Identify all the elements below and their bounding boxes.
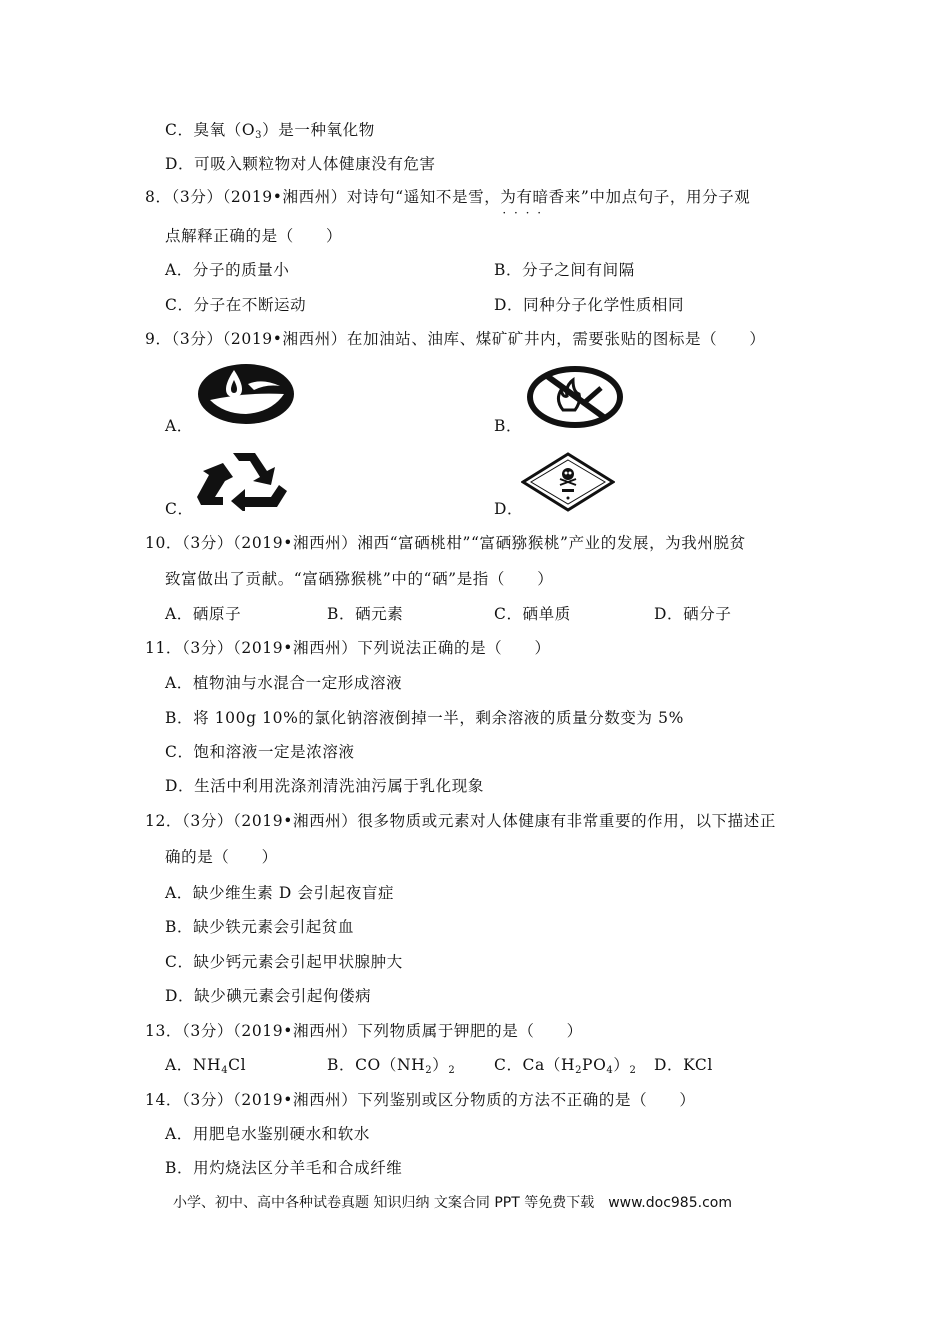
q11-stem: 11．（3分）（2019•湘西州）下列说法正确的是（ ） [145, 639, 551, 657]
q11-option-d: D．生活中利用洗涤剂清洗油污属于乳化现象 [165, 777, 484, 795]
q13-stem: 13．（3分）（2019•湘西州）下列物质属于钾肥的是（ ） [145, 1022, 583, 1040]
q8-option-d: D．同种分子化学性质相同 [494, 296, 685, 314]
q10-option-d: D．硒分子 [654, 605, 732, 623]
q9-option-a: A． [165, 417, 193, 435]
q7-option-c: C．臭氧（O3）是一种氧化物 [165, 121, 375, 141]
q12-stem-line1: 12．（3分）（2019•湘西州）很多物质或元素对人体健康有非常重要的作用，以下描述正 [145, 812, 776, 830]
q10-option-c: C．硒单质 [494, 605, 571, 623]
q11-option-a: A．植物油与水混合一定形成溶液 [165, 674, 403, 692]
q14-option-b: B．用灼烧法区分羊毛和合成纤维 [165, 1159, 403, 1177]
page-footer: 小学、初中、高中各种试卷真题 知识归纳 文案合同 PPT 等免费下载 www.doc985.com [173, 1195, 732, 1211]
q8-stem-line1: 8．（3分）（2019•湘西州）对诗句“遥知不是雪，为有暗香来 · · · ·”中加点句子，用分子观 [145, 187, 750, 207]
q12-option-b: B．缺少铁元素会引起贫血 [165, 918, 355, 936]
q10-option-a: A．硒原子 [165, 605, 242, 623]
water-saving-icon [196, 362, 296, 426]
recycle-icon [193, 449, 295, 511]
q12-option-d: D．缺少碘元素会引起佝偻病 [165, 987, 372, 1005]
q12-stem-line2: 确的是（ ） [165, 848, 278, 866]
q13-option-b: B．CO（NH2）2 [327, 1056, 456, 1076]
q13-option-c: C．Ca（H2PO4）2 [494, 1056, 637, 1076]
q11-option-b: B．将 100g 10%的氯化钠溶液倒掉一半，剩余溶液的质量分数变为 5% [165, 709, 684, 727]
q13-option-d: D．KCl [654, 1056, 713, 1074]
q9-stem: 9．（3分）（2019•湘西州）在加油站、油库、煤矿矿井内，需要张贴的图标是（ ） [145, 330, 766, 348]
q8-dotted-phrase: 为有暗香来 · · · · [500, 188, 581, 206]
q8-option-b: B．分子之间有间隔 [494, 261, 635, 279]
q14-option-a: A．用肥皂水鉴别硬水和软水 [165, 1125, 370, 1143]
q11-option-c: C．饱和溶液一定是浓溶液 [165, 743, 355, 761]
q10-option-b: B．硒元素 [327, 605, 404, 623]
q9-option-b: B． [494, 417, 523, 435]
q13-option-a: A．NH4Cl [165, 1056, 247, 1076]
q9-option-c: C． [165, 500, 194, 518]
toxic-hazard-icon [521, 452, 615, 512]
q9-option-d: D． [494, 500, 524, 518]
q8-option-c: C．分子在不断运动 [165, 296, 307, 314]
q12-option-c: C．缺少钙元素会引起甲状腺肿大 [165, 953, 403, 971]
q12-option-a: A．缺少维生素 D 会引起夜盲症 [165, 884, 395, 902]
q14-stem: 14．（3分）（2019•湘西州）下列鉴别或区分物质的方法不正确的是（ ） [145, 1091, 696, 1109]
no-fire-icon [527, 366, 623, 428]
q8-stem-line2: 点解释正确的是（ ） [165, 227, 343, 245]
q8-option-a: A．分子的质量小 [165, 261, 290, 279]
q7-option-d: D．可吸入颗粒物对人体健康没有危害 [165, 155, 436, 173]
q10-stem-line1: 10．（3分）（2019•湘西州）湘西“富硒桃柑”“富硒猕猴桃”产业的发展，为我州脱贫 [145, 534, 746, 552]
q10-stem-line2: 致富做出了贡献。“富硒猕猴桃”中的“硒”是指（ ） [165, 570, 554, 588]
